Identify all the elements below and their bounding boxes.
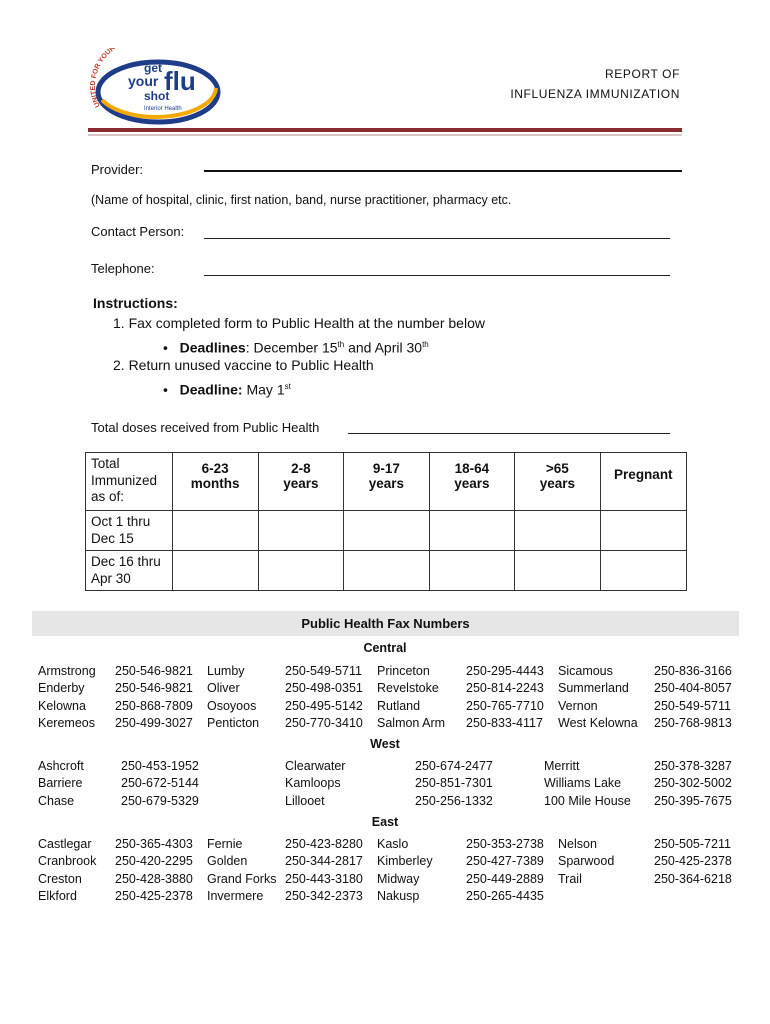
fax-number: 250-423-8280 [285,837,363,851]
row-label-oct-dec [86,511,173,551]
location-name: Penticton [207,716,260,731]
header-divider-shadow [88,134,682,136]
table-corner-cell [86,453,173,511]
header-2-8-years [258,453,344,511]
report-title [510,64,680,104]
location-name: Enderby [38,681,85,696]
row-label-line: Dec 15 [91,530,134,546]
fax-number: 250-302-5002 [654,776,732,791]
row-label-dec-apr [86,551,173,591]
location-name: Nakusp [377,889,420,904]
fax-number: 250-505-7211 [654,837,731,851]
table-cell[interactable] [172,551,258,591]
header-9-17-years [344,453,430,511]
fax-number: 250-256-1332 [415,793,493,808]
table-cell[interactable] [344,511,430,551]
east-col-2-names [207,836,276,906]
header-6-23-months [172,453,258,511]
location-name: Osoyoos [207,698,257,713]
fax-number: 250-765-7710 [466,698,544,713]
central-fax-group [0,663,770,735]
central-col-4-numbers [654,663,732,733]
region-central-label: Central [363,641,407,655]
fax-number: 250-395-7675 [654,793,732,808]
fax-number: 250-443-3180 [285,871,363,886]
instruction-item-2: 2. Return unused vaccine to Public Health [113,357,374,373]
location-name: Lumby [207,664,245,678]
fax-number: 250-428-3880 [115,871,193,886]
fax-number: 250-836-3166 [654,664,732,678]
location-name: Barriere [38,776,83,791]
contact-person-label: Contact Person: [91,224,185,239]
table-cell[interactable] [515,511,601,551]
fax-number: 250-833-4117 [466,716,543,731]
total-doses-field[interactable] [348,432,670,434]
header-line: years [368,476,404,491]
table-cell[interactable] [600,551,686,591]
fax-number: 250-353-2738 [466,837,544,851]
deadline-date: May 1 [242,381,285,398]
row-label-line: Apr 30 [91,570,131,586]
header-divider [88,128,682,132]
west-col-2-names [285,758,345,810]
deadline-label: Deadline: [179,381,243,398]
header-line: 6-23 [201,461,229,476]
logo-flu-text: flu [164,66,196,96]
location-name: Sparwood [558,854,615,869]
fax-number: 250-449-2889 [466,871,544,886]
header-line: >65 [545,461,569,476]
location-name: Lillooet [285,793,325,808]
fax-number: 250-295-4443 [466,664,544,678]
provider-field[interactable] [204,169,682,172]
deadline-bullet: • Deadline: May 1st [163,381,291,398]
table-cell[interactable] [429,551,515,591]
east-fax-group [0,836,770,908]
corner-line: Immunized [91,472,158,488]
header-line: years [454,476,490,491]
header-line: years [283,476,319,491]
central-col-3-names [377,663,445,733]
east-col-3-numbers [466,836,544,906]
fax-number: 250-868-7809 [115,698,193,713]
header-line: years [539,476,575,491]
location-name: Midway [377,871,420,886]
fax-number: 250-851-7301 [415,776,493,791]
west-fax-group [0,758,770,814]
instruction-item-1: 1. Fax completed form to Public Health at the number below [113,315,485,331]
header-over-65-years [515,453,601,511]
east-col-3-names [377,836,433,906]
fax-number: 250-378-3287 [654,759,732,773]
location-name: Rutland [377,698,421,713]
central-col-2-names [207,663,259,733]
table-cell[interactable] [429,511,515,551]
header-line: 9-17 [372,461,400,476]
location-name: Kelowna [38,698,86,713]
central-col-2-numbers [285,663,363,733]
fax-number: 250-672-5144 [121,776,199,791]
instructions-title: Instructions: [93,295,178,311]
deadlines-date-a: : December 15 [245,339,338,356]
deadlines-label: Deadlines [179,339,246,356]
east-col-1-numbers [115,836,193,906]
header-line: 2-8 [291,461,311,476]
west-col-1-names [38,758,84,810]
fax-number: 250-420-2295 [115,854,193,869]
table-cell[interactable] [172,511,258,551]
region-west-label: West [370,737,400,751]
location-name: West Kelowna [558,716,638,731]
location-name: Castlegar [38,837,92,851]
contact-person-field[interactable] [204,237,670,239]
total-doses-label: Total doses received from Public Health [91,420,320,435]
location-name: Invermere [207,889,264,904]
location-name: Armstrong [38,664,96,678]
location-name: Ashcroft [38,759,84,773]
fax-number: 250-546-9821 [115,681,193,696]
provider-label: Provider: [91,162,144,177]
fax-number: 250-453-1952 [121,759,199,773]
header-line: months [190,476,240,491]
report-title-line2: INFLUENZA IMMUNIZATION [510,87,680,101]
fax-number: 250-498-0351 [285,681,363,696]
report-title-line1: REPORT OF [605,67,680,81]
fax-number: 250-427-7389 [466,854,544,869]
location-name: Oliver [207,681,240,696]
location-name: Kaslo [377,837,409,851]
row-label-line: Oct 1 thru [91,514,151,529]
header-pregnant [600,453,686,511]
location-name: Cranbrook [38,854,97,869]
fax-number: 250-499-3027 [115,716,193,731]
east-col-4-names [558,836,614,888]
location-name: Clearwater [285,759,346,773]
location-name: Keremeos [38,716,95,731]
fax-number: 250-770-3410 [285,716,363,731]
location-name: 100 Mile House [544,793,631,808]
fax-number: 250-768-9813 [654,716,732,731]
deadlines-date-b: and April 30 [344,339,423,356]
location-name: Kimberley [377,854,433,869]
immunization-table [85,452,687,591]
location-name: Princeton [377,664,430,678]
table-cell[interactable] [258,511,344,551]
corner-line: Total [91,456,120,471]
fax-number: 250-679-5329 [121,793,199,808]
fax-number: 250-344-2817 [285,854,363,869]
logo-shot-text: shot [144,89,170,103]
west-col-2-numbers [415,758,493,810]
region-east-label: East [371,815,399,829]
location-name: Trail [558,871,582,886]
east-col-1-names [38,836,96,906]
row-label-line: Dec 16 thru [91,554,161,569]
logo-arc-text: UNITED FOR YOUR [89,48,117,109]
table-cell[interactable] [258,551,344,591]
logo-get-text: get [144,61,162,75]
location-name: Revelstoke [377,681,439,696]
location-name: Elkford [38,889,77,904]
get-your-flu-shot-logo [88,48,223,126]
header-line: Pregnant [614,467,673,482]
fax-number: 250-546-9821 [115,664,193,678]
telephone-field[interactable] [204,274,670,276]
location-name: Salmon Arm [377,716,446,731]
telephone-label: Telephone: [91,261,155,276]
central-col-4-names [558,663,638,733]
location-name: Vernon [558,698,598,713]
location-name: Sicamous [558,664,613,678]
location-name: Fernie [207,837,243,851]
fax-number: 250-549-5711 [285,664,362,678]
west-col-3-names [544,758,631,810]
deadlines-sup-b: th [422,340,429,349]
deadlines-sup-a: th [337,340,345,349]
fax-number: 250-342-2373 [285,889,363,904]
location-name: Kamloops [285,776,341,791]
provider-note: (Name of hospital, clinic, first nation, band, nurse practitioner, pharmacy etc. [91,193,512,207]
table-cell[interactable] [344,551,430,591]
corner-line: as of: [91,489,125,504]
table-cell[interactable] [600,511,686,551]
central-col-1-numbers [115,663,193,733]
central-col-1-names [38,663,96,733]
fax-number: 250-425-2378 [654,854,732,869]
deadline-sup: st [284,382,291,391]
fax-number: 250-674-2477 [415,759,493,773]
location-name: Nelson [558,837,597,851]
location-name: Golden [207,854,248,869]
location-name: Summerland [558,681,629,696]
logo-org-text: Interior Health [144,106,182,112]
location-name: Merritt [544,759,580,773]
instructions-block [93,293,693,403]
location-name: Williams Lake [544,776,622,791]
central-col-3-numbers [466,663,544,733]
location-name: Chase [38,793,75,808]
fax-number: 250-814-2243 [466,681,544,696]
location-name: Creston [38,871,82,886]
fax-number: 250-365-4303 [115,837,193,851]
table-cell[interactable] [515,551,601,591]
fax-number: 250-364-6218 [654,871,732,886]
east-col-4-numbers [654,836,732,888]
fax-number: 250-404-8057 [654,681,732,696]
west-col-3-numbers [654,758,732,810]
fax-number: 250-265-4435 [466,889,544,904]
fax-number: 250-425-2378 [115,889,193,904]
fax-number: 250-495-5142 [285,698,363,713]
fax-numbers-title: Public Health Fax Numbers [32,611,739,636]
logo-your-text: your [128,73,159,89]
header-line: 18-64 [454,461,490,476]
west-col-1-numbers [121,758,199,810]
east-col-2-numbers [285,836,363,906]
fax-number: 250-549-5711 [654,698,731,713]
deadlines-bullet: • Deadlines: December 15th and April 30th [163,339,429,356]
header-18-64-years [429,453,515,511]
location-name: Grand Forks [207,871,277,886]
